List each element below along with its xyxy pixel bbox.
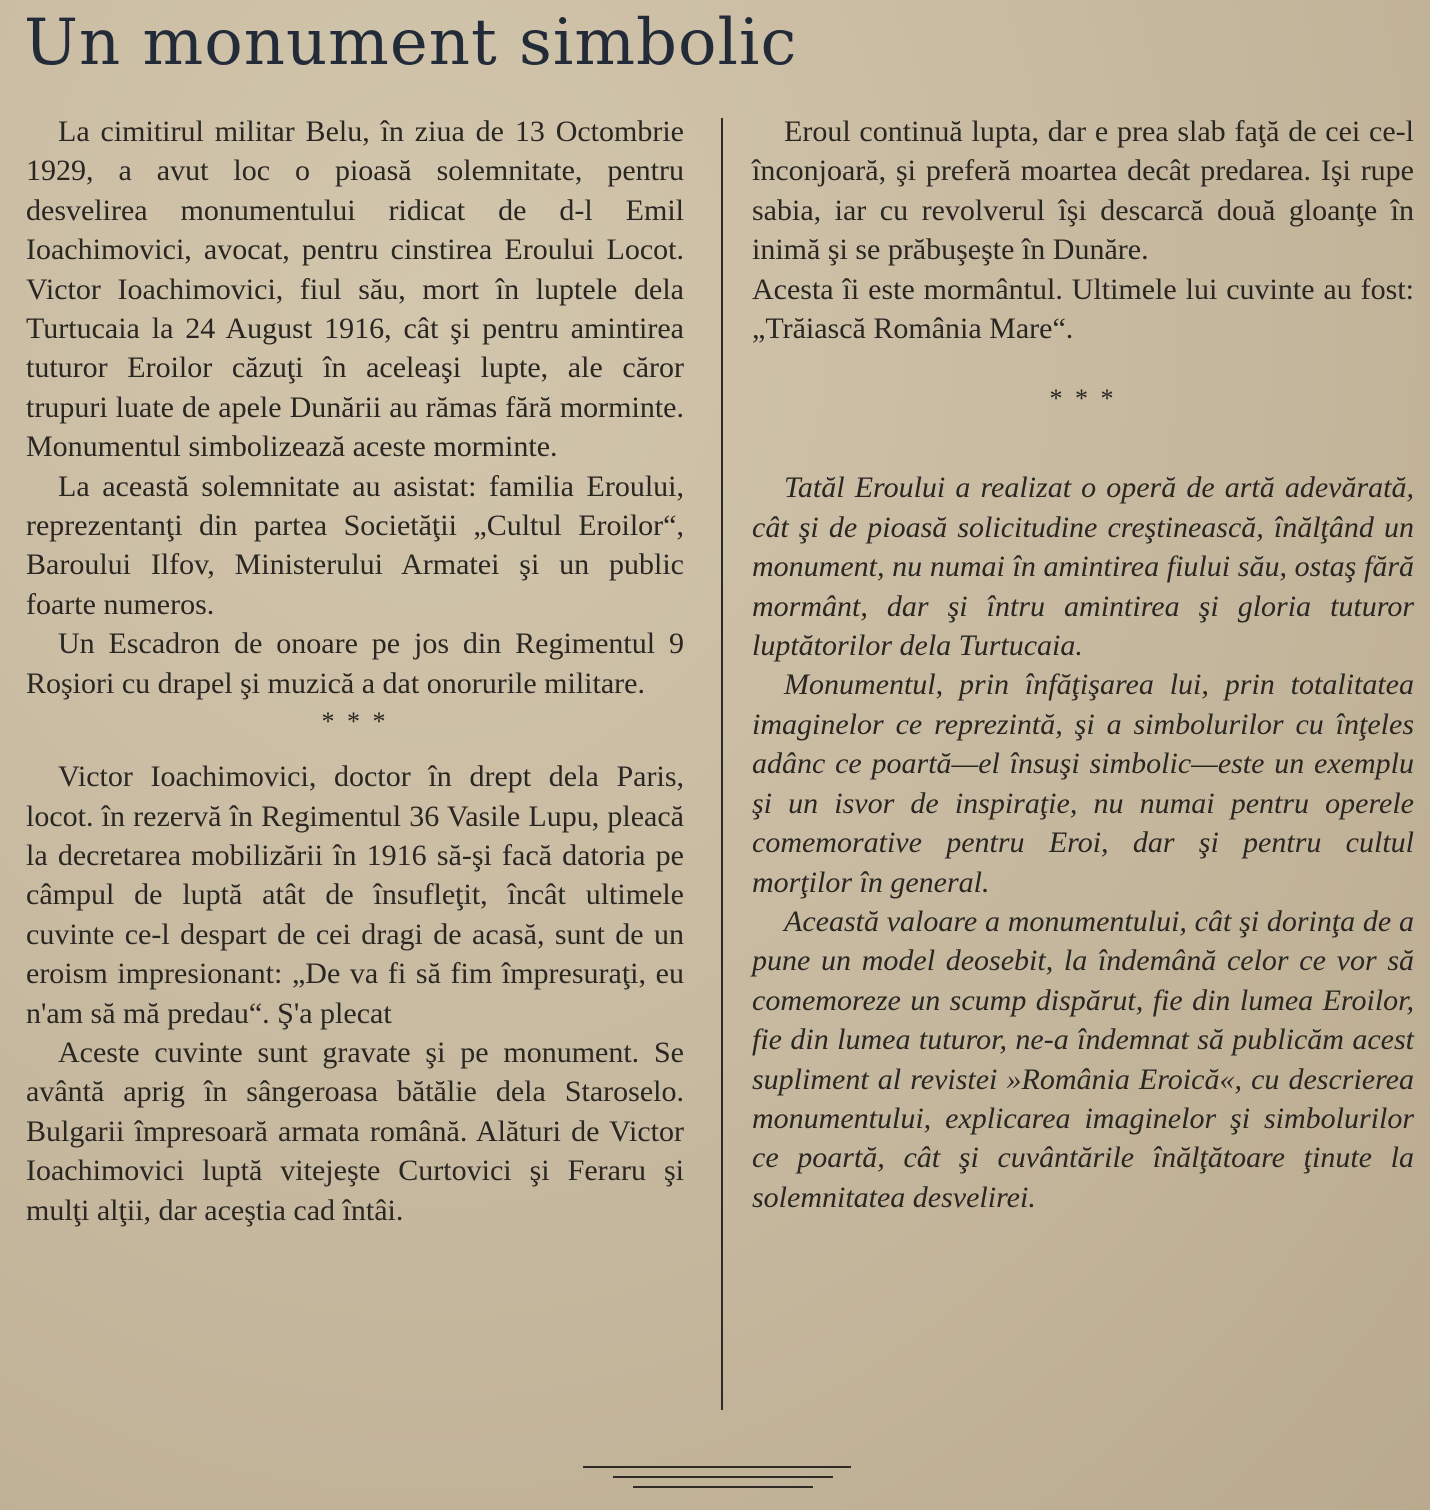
right-paragraph-4: Monumentul, prin înfăţişarea lui, prin totalitatea imaginelor ce reprezintă, şi a simbolurilor cu înţeles adânc ce poartă—el însuşi simbolic—este un exemplu şi un isvor de inspiraţie, nu numai pentru operele comemorative pentru Eroi, dar şi pentru cultul morţilor în general. (752, 668, 1414, 899)
left-paragraph-5: Aceste cuvinte sunt gravate şi pe monument. Se avântă aprig în sângeroasa bătălie dela Staroselo. Bulgarii împresoară armata română. Alături de Victor Ioachimovici luptă vitejeşte Curtovici şi Feraru şi mulţi alţii, dar aceştia cad întâi. (26, 1035, 684, 1227)
right-paragraph-2: Acesta îi este mormântul. Ultimele lui cuvinte au fost: „Trăiască România Mare“. (752, 272, 1414, 346)
left-paragraph-3: Un Escadron de onoare pe jos din Regimentul 9 Roşiori cu drapel şi muzică a dat onorurile militare. (26, 627, 684, 700)
bottom-rule-3 (633, 1486, 813, 1488)
article-title: Un monument simbolic (24, 6, 798, 80)
right-paragraph-1: Eroul continuă lupta, dar e prea slab faţă de cei ce-l înconjoară, şi preferă moartea decât predarea. Işi rupe sabia, iar cu revolverul îşi descarcă două gloanţe în inimă şi se prăbuşeşte în Dunăre. (752, 115, 1414, 267)
left-paragraph-2: La această solemnitate au asistat: familia Eroului, reprezentanţi din partea Societăţii „Cultul Eroilor“, Baroului Ilfov, Ministerului Armatei şi un public foarte numeros. (26, 469, 684, 621)
left-paragraph-1: La cimitirul militar Belu, în ziua de 13 Octombrie 1929, a avut loc o pioasă solemnitate, pentru desvelirea monumentului ridicat de d-l Emil Ioachimovici, avocat, pentru cinstirea Eroului Locot. Victor Ioachimovici, fiul său, mort în luptele dela Turtucaia la 24 August 1916, cât şi pentru amintirea tuturor Eroilor căzuţi în aceleaşi lupte, ale căror trupuri luate de apele Dunării au rămas fără morminte. Monumentul simbolizează aceste morminte. (26, 115, 684, 464)
right-paragraph-5: Această valoare a monumentului, cât şi dorinţa de a pune un model deosebit, la îndemână celor ce vor să comemoreze un scump dispărut, fie din lumea Eroilor, fie din lumea tuturor, ne-a îndemnat să publicăm acest supliment al revistei »România Eroică«, cu descrierea monumentului, explicarea imaginelor şi simbolurilor ce poartă, cât şi cuvântările înălţătoare ţinute la solemnitatea desvelirei. (752, 904, 1414, 1214)
column-divider (721, 118, 723, 1410)
bottom-rule-1 (583, 1466, 851, 1468)
right-column (752, 112, 1414, 1217)
right-paragraph-3: Tatăl Eroului a realizat o operă de artă adevărată, cât şi de pioasă solicitudine creştinească, înălţând un monument, nu numai în amintirea fiului său, ostaş fără mormânt, dar şi întru amintirea şi gloria tuturor luptătorilor dela Turtucaia. (752, 471, 1414, 663)
right-separator: * * * (1049, 384, 1117, 414)
left-paragraph-4: Victor Ioachimovici, doctor în drept dela Paris, locot. în rezervă în Regimentul 36 Vasile Lupu, pleacă la decretarea mobilizării în 1916 să-şi facă datoria pe câmpul de luptă atât de însufleţit, încât ultimele cuvinte ce-l despart de cei dragi de acasă, sunt de un eroism impresionant: „De va fi să fim împresuraţi, eu n'am să mă predau“. Ş'a plecat (26, 760, 684, 1030)
left-column (26, 112, 684, 1230)
bottom-rule-2 (613, 1476, 833, 1478)
left-separator: * * * (321, 707, 389, 737)
